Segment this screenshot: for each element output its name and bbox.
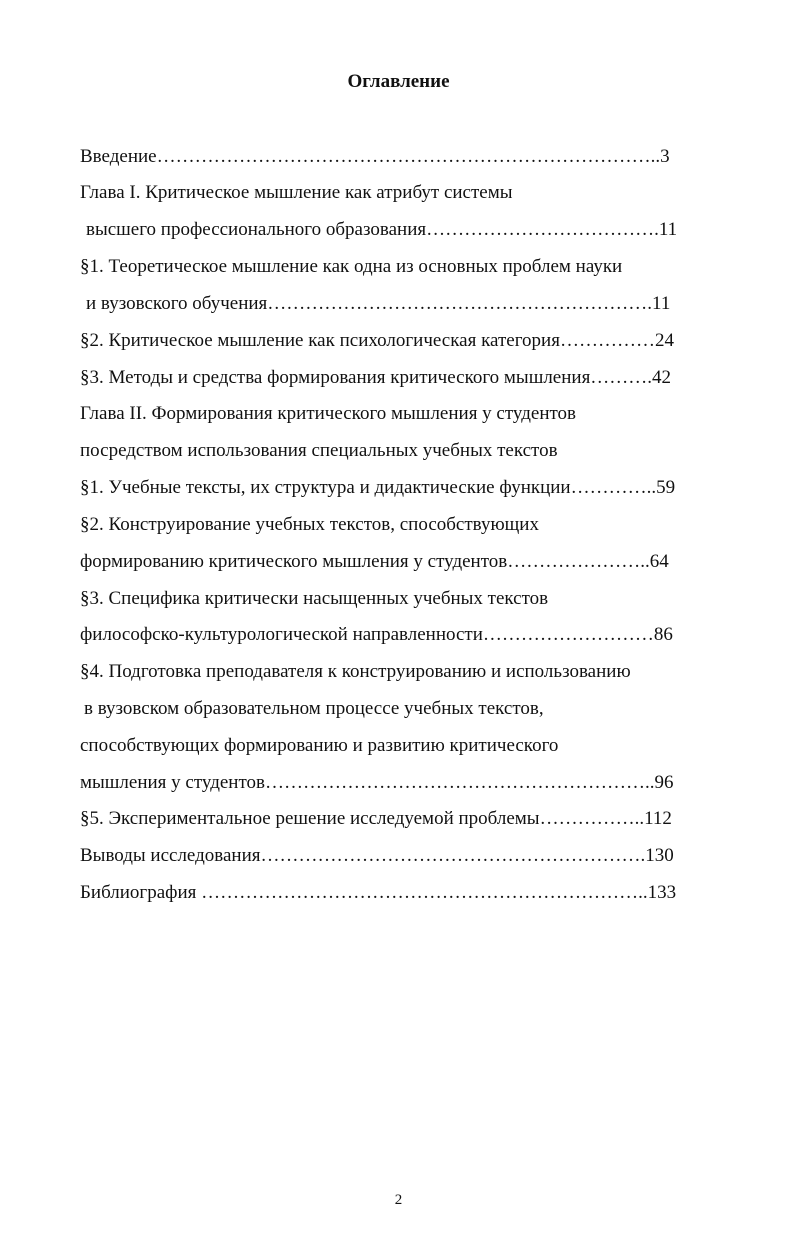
toc-entry: Введение……………………………………………………………………..3 <box>80 146 670 167</box>
toc-entry: §1. Учебные тексты, их структура и дидактические функции…………..59 <box>80 477 676 498</box>
toc-entry: §5. Экспериментальное решение исследуемой проблемы……………..112 <box>80 808 672 829</box>
toc-entry: философско-культурологической направленности………………………86 <box>80 624 673 645</box>
toc-entry: §3. Методы и средства формирования критического мышления……….42 <box>80 367 672 388</box>
toc-entry: §2. Конструирование учебных текстов, способствующих <box>80 514 539 535</box>
toc-entry: Глава II. Формирования критического мышления у студентов <box>80 403 577 424</box>
toc-entry: §4. Подготовка преподавателя к конструированию и использованию <box>80 661 631 682</box>
toc-entry: §2. Критическое мышление как психологическая категория……………24 <box>80 330 674 351</box>
toc-entry: §1. Теоретическое мышление как одна из основных проблем науки <box>80 256 623 277</box>
toc-entry: высшего профессионального образования……………………………….11 <box>86 219 678 240</box>
toc-entry: посредством использования специальных учебных текстов <box>80 440 558 461</box>
toc-entry: формированию критического мышления у студентов…………………..64 <box>80 551 669 572</box>
toc-entry: и вузовского обучения…………………………………………………….11 <box>86 293 671 314</box>
toc-entry: в вузовском образовательном процессе учебных текстов, <box>84 698 544 719</box>
toc-entry: §3. Специфика критически насыщенных учебных текстов <box>80 588 549 609</box>
toc-entry: Библиография ……………………………………………………………..133 <box>80 882 677 903</box>
toc-entry: Выводы исследования…………………………………………………….130 <box>80 845 674 866</box>
toc-entry: способствующих формированию и развитию критического <box>80 735 559 756</box>
toc-entry: Глава I. Критическое мышление как атрибут системы <box>80 182 513 203</box>
toc-entry: мышления у студентов……………………………………………………..96 <box>80 772 674 793</box>
page-title: Оглавление <box>347 71 450 92</box>
page-number: 2 <box>394 1192 403 1208</box>
